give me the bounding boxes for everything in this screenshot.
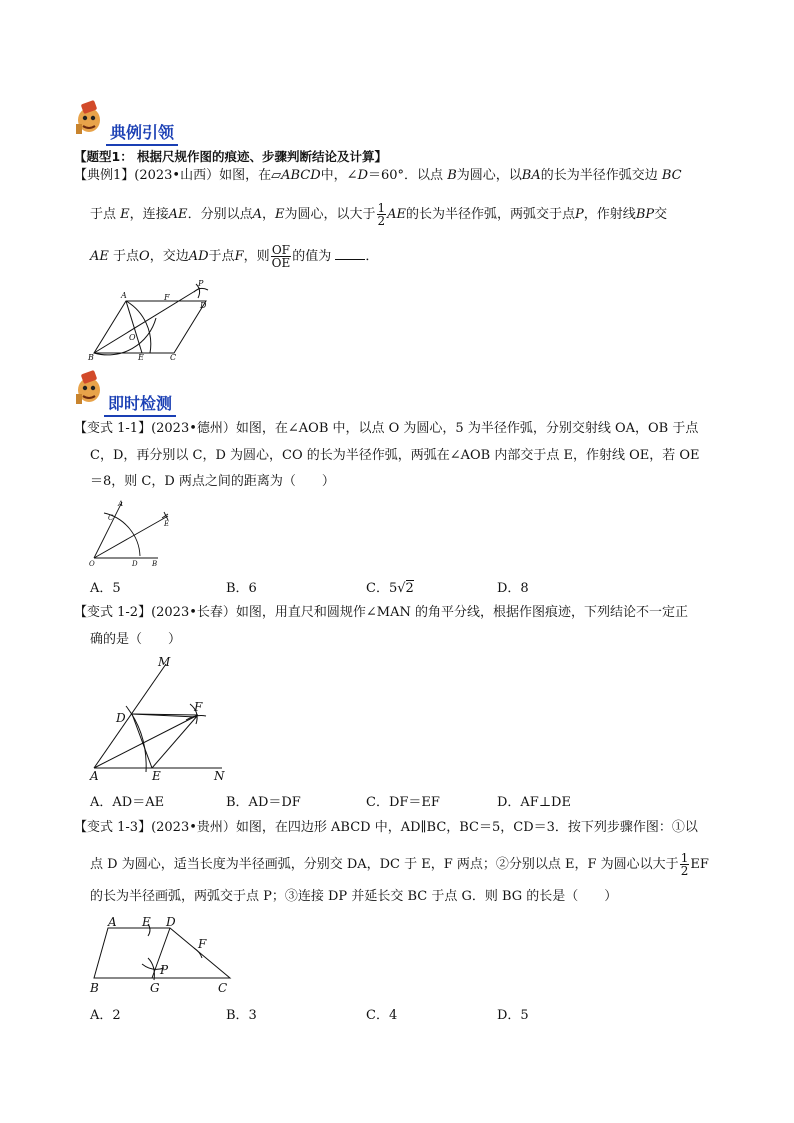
figure-angle-aob: [86, 496, 178, 568]
label-D: D: [116, 711, 126, 725]
q3-line-3: 的长为半径画弧，两弧交于点 P；③连接 DP 并延长交 BC 于点 G．则 BG 的长是（ ）: [90, 889, 618, 904]
label-O: O: [129, 333, 136, 342]
label-C: C: [108, 514, 114, 522]
sqrt-icon: √: [397, 581, 406, 596]
fraction-half: $\frac{1}{2}$: [377, 201, 386, 228]
label-G: G: [150, 981, 160, 995]
figure-parallelogram: [86, 278, 218, 362]
label-O: O: [89, 560, 95, 568]
label-F: F: [194, 700, 203, 714]
q2-option-b[interactable]: B．AD＝DF: [226, 795, 301, 810]
label-E: E: [152, 769, 161, 783]
figure-trapezoid: [86, 910, 236, 996]
q3-line-1: 【变式 1-3】(2023•贵州）如图，在四边形 ABCD 中，AD∥BC，BC＝5，CD＝3．按下列步骤作图：①以: [74, 820, 698, 835]
label-D: D: [166, 915, 176, 929]
fraction-of-oe: $\frac{OF}{OE}$: [271, 243, 291, 270]
example-line-3: AE 于点O，交边AD于点F，则 $\frac{OF}{OE}$ 的值为 ．: [90, 243, 379, 270]
q1-option-a[interactable]: A．5: [90, 581, 121, 596]
label-B: B: [88, 353, 94, 362]
q1-option-c[interactable]: C．5√2: [366, 581, 414, 596]
section-title-check: 即时检测: [104, 391, 176, 417]
label-D: D: [200, 301, 207, 310]
q3-option-b[interactable]: B．3: [226, 1008, 257, 1023]
label-F: F: [164, 293, 170, 302]
example-line-1: 【典例1】(2023•山西）如图，在▱ABCD中，∠D＝60°．以点 B为圆心，以BA的长为半径作弧交边 BC: [74, 168, 682, 183]
label-A: A: [121, 291, 127, 300]
label-A: A: [90, 769, 99, 783]
q1-line-2: C，D，再分别以 C，D 为圆心，CO 的长为半径作弧，两弧在∠AOB 内部交于点 E，作射线 OE，若 OE: [90, 448, 700, 463]
label-P: P: [198, 279, 204, 288]
pencil-mascot-icon: [72, 368, 106, 406]
label-A: A: [118, 500, 124, 508]
label-E: E: [138, 353, 144, 362]
label-C: C: [170, 353, 177, 362]
figure-angle-bisector: [86, 654, 234, 784]
q2-line-2: 确的是（ ）: [90, 632, 182, 647]
label-P: P: [160, 963, 169, 977]
q1-option-d[interactable]: D．8: [497, 581, 529, 596]
label-D: D: [132, 560, 138, 568]
label-F: F: [198, 937, 207, 951]
label-N: N: [214, 769, 225, 783]
label-M: M: [158, 655, 171, 669]
answer-blank[interactable]: [335, 247, 365, 260]
q3-option-d[interactable]: D．5: [497, 1008, 529, 1023]
q3-option-c[interactable]: C．4: [366, 1008, 398, 1023]
example-line-2: 于点 E，连接AE．分别以点A，E为圆心，以大于 $\frac{1}{2}$ AE的长为半径作弧，两弧交于点P，作射线BP交: [90, 201, 668, 228]
label-E: E: [142, 915, 151, 929]
label-E: E: [164, 520, 170, 528]
pencil-mascot-icon: [72, 98, 106, 136]
label-B: B: [152, 560, 158, 568]
q1-line-3: ＝8，则 C，D 两点之间的距离为（ ）: [90, 474, 335, 489]
q1-line-1: 【变式 1-1】(2023•德州）如图，在∠AOB 中，以点 O 为圆心，5 为半径作弧，分别交射线 OA，OB 于点: [74, 421, 699, 436]
q2-option-d[interactable]: D．AF⊥DE: [497, 795, 571, 810]
label-C: C: [218, 981, 228, 995]
type-label: 【题型1： 根据尺规作图的痕迹、步骤判断结论及计算】: [74, 149, 388, 164]
label-B: B: [90, 981, 99, 995]
q3-line-2: 点 D 为圆心，适当长度为半径画弧，分别交 DA，DC 于 E，F 两点；②分别以点 E，F 为圆心以大于 $\frac{1}{2}$ EF: [90, 851, 709, 878]
section-title-example: 典例引领: [106, 120, 178, 146]
q3-option-a[interactable]: A．2: [90, 1008, 121, 1023]
fraction-half: $\frac{1}{2}$: [680, 851, 689, 878]
q2-option-a[interactable]: A．AD＝AE: [90, 795, 165, 810]
q1-option-b[interactable]: B．6: [226, 581, 257, 596]
label-A: A: [108, 915, 117, 929]
q2-option-c[interactable]: C．DF＝EF: [366, 795, 440, 810]
q2-line-1: 【变式 1-2】(2023•长春）如图，用直尺和圆规作∠MAN 的角平分线，根据作图痕迹，下列结论不一定正: [74, 605, 688, 620]
